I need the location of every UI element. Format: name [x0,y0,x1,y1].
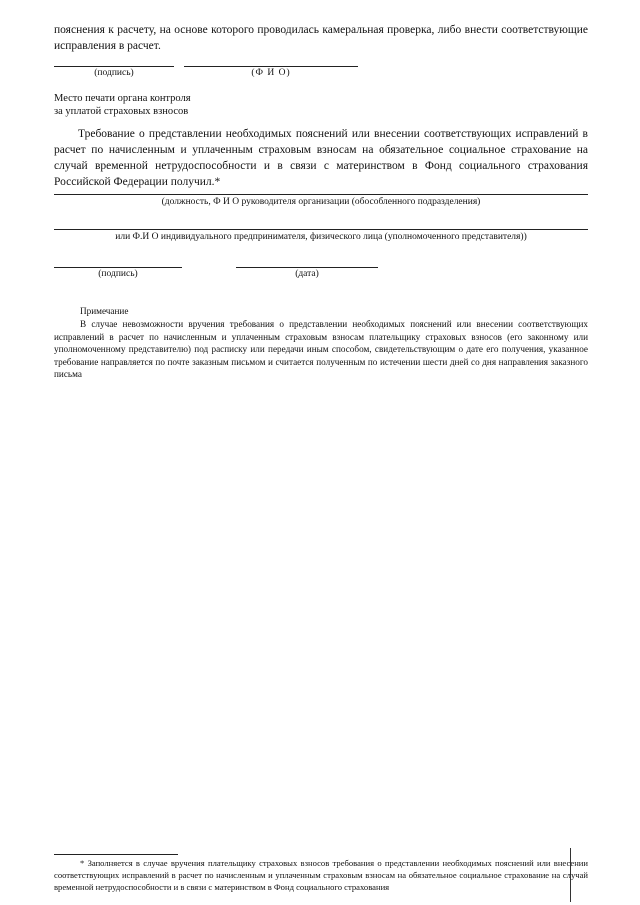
note-title: Примечание [80,306,129,316]
receipt-paragraph: Требование о представлении необходимых пояснений или внесении соответствующих исправлений в расчет по начисленным и уплаченным страховым взносам на обязательное социальное страхование на случай временной нетрудоспособности и в связи с материнством в Фонд социального страхования Российской Федерации получил.* [54,128,588,188]
signature-caption: (подпись) [94,68,134,78]
name-caption: (Ф И О) [251,68,291,78]
footnote-text: * Заполняется в случае вручения плательщику страховых взносов требования о представлении необходимых пояснений или внесении соответствующих исправлений в расчет по начисленным и уплаченным страховым взносам на обязательное социальное страхование на случай временной нетрудоспособности и в связи с материнством в Фонд социального страхования [54,858,588,892]
date-caption: (дата) [295,269,319,279]
stamp-line-2: за уплатой страховых взносов [54,106,189,117]
signature-caption-2: (подпись) [98,269,138,279]
position-caption: (должность, Ф И О руководителя организации (обособленного подразделения) [161,197,481,207]
individual-caption: или Ф.И О индивидуального предпринимателя, физического лица (уполномоченного представителя)) [115,232,527,242]
note-text: В случае невозможности вручения требования о представлении необходимых пояснений или внесении соответствующих исправлений в расчет по начисленным и уплаченным страховым взносам плательщику страховых взносов (его законному или уполномоченному представителю) под расписку или передачи иным способом, свидетельствующим о дате его получения, указанное требование направляется по почте заказным письмом и считается полученным по истечении шести дней со дня направления заказного письма [54,319,588,379]
margin-mark [570,848,571,902]
name-line [184,66,358,67]
top-paragraph: пояснения к расчету, на основе которого проводилась камеральная проверка, либо внести соответствующие исправления в расчет. [54,24,588,52]
date-line [236,267,378,268]
stamp-place [54,92,191,118]
position-line [54,194,588,195]
individual-line [54,229,588,230]
signature-line-2 [54,267,182,268]
signature-line [54,66,174,67]
footnote-separator [54,854,178,855]
stamp-line-1: Место печати органа контроля [54,93,191,104]
